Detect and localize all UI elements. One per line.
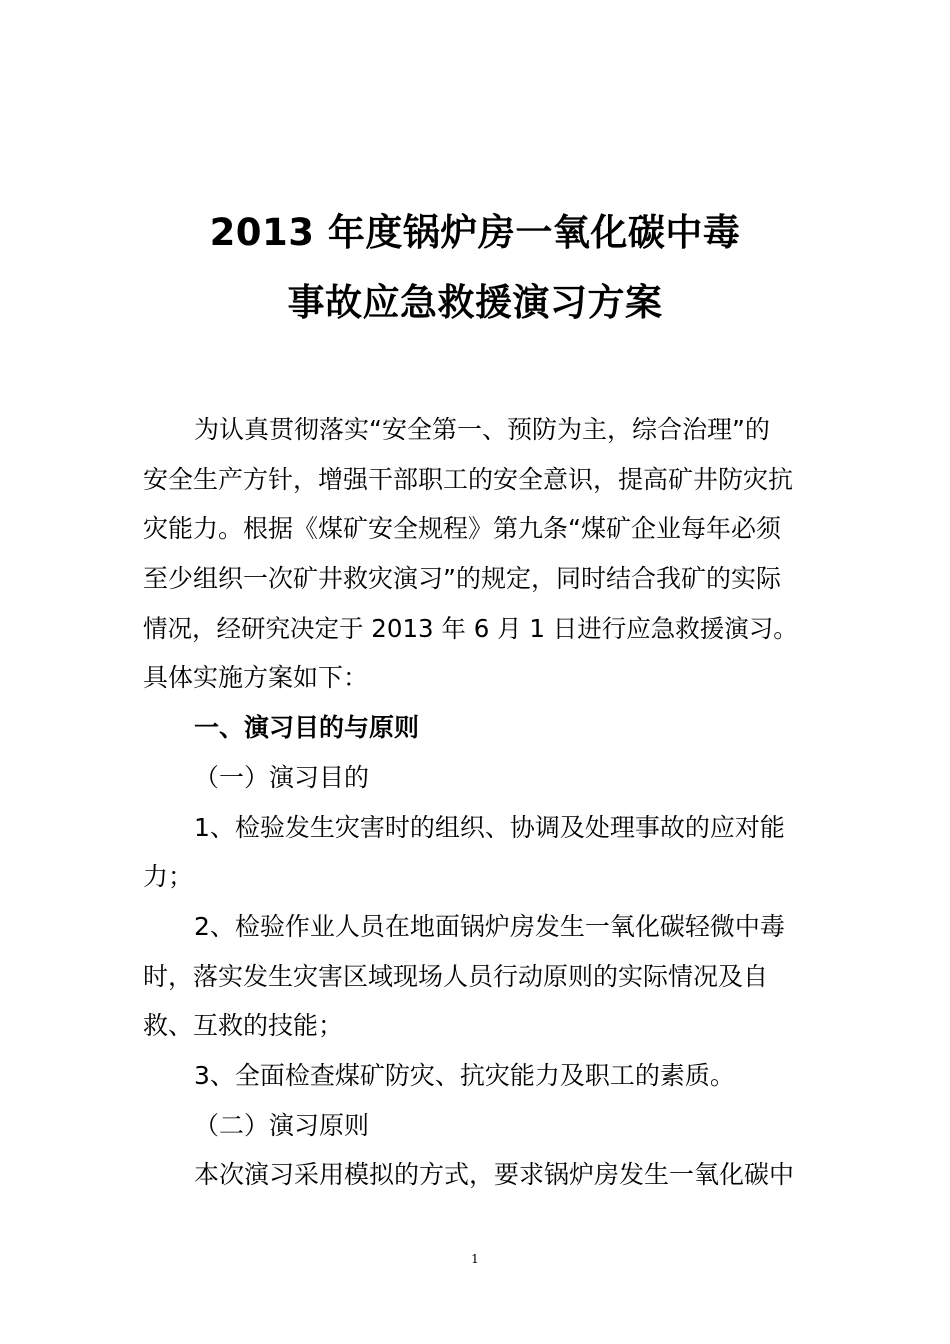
list-item-line: 救、互救的技能；: [143, 1011, 344, 1041]
paragraph-line: 安全生产方针，增强干部职工的安全意识，提高矿井防灾抗: [143, 464, 794, 494]
paragraph-line: 灾能力。根据《煤矿安全规程》第九条“煤矿企业每年必须: [143, 514, 781, 544]
paragraph-line: 至少组织一次矿井救灾演习”的规定，同时结合我矿的实际: [143, 564, 781, 594]
subsection-heading: （一）演习目的: [194, 762, 370, 792]
title-line-2: 事故应急救援演习方案: [287, 281, 663, 324]
paragraph-line: 具体实施方案如下：: [143, 663, 369, 693]
list-item-line: 力；: [143, 862, 194, 892]
title-line-1: 2013 年度锅炉房一氧化碳中毒: [209, 211, 741, 254]
section-heading: 一、演习目的与原则: [194, 713, 420, 743]
document-title: [0, 198, 950, 338]
paragraph-line: 情况，经研究决定于 2013 年 6 月 1 日进行应急救援演习。: [143, 613, 798, 643]
document-body: [143, 405, 808, 1200]
page-number: 1: [471, 1252, 479, 1266]
list-item-line: 2、检验作业人员在地面锅炉房发生一氧化碳轻微中毒: [194, 911, 785, 941]
list-item-line: 1、检验发生灾害时的组织、协调及处理事故的应对能: [194, 812, 785, 842]
subsection-heading: （二）演习原则: [194, 1110, 370, 1140]
paragraph-line: 本次演习采用模拟的方式，要求锅炉房发生一氧化碳中: [194, 1160, 795, 1190]
list-item-line: 时，落实发生灾害区域现场人员行动原则的实际情况及自: [143, 961, 769, 991]
paragraph-line: 为认真贯彻落实“安全第一、预防为主，综合治理”的: [194, 415, 770, 444]
list-item-line: 3、全面检查煤矿防灾、抗灾能力及职工的素质。: [194, 1060, 735, 1090]
